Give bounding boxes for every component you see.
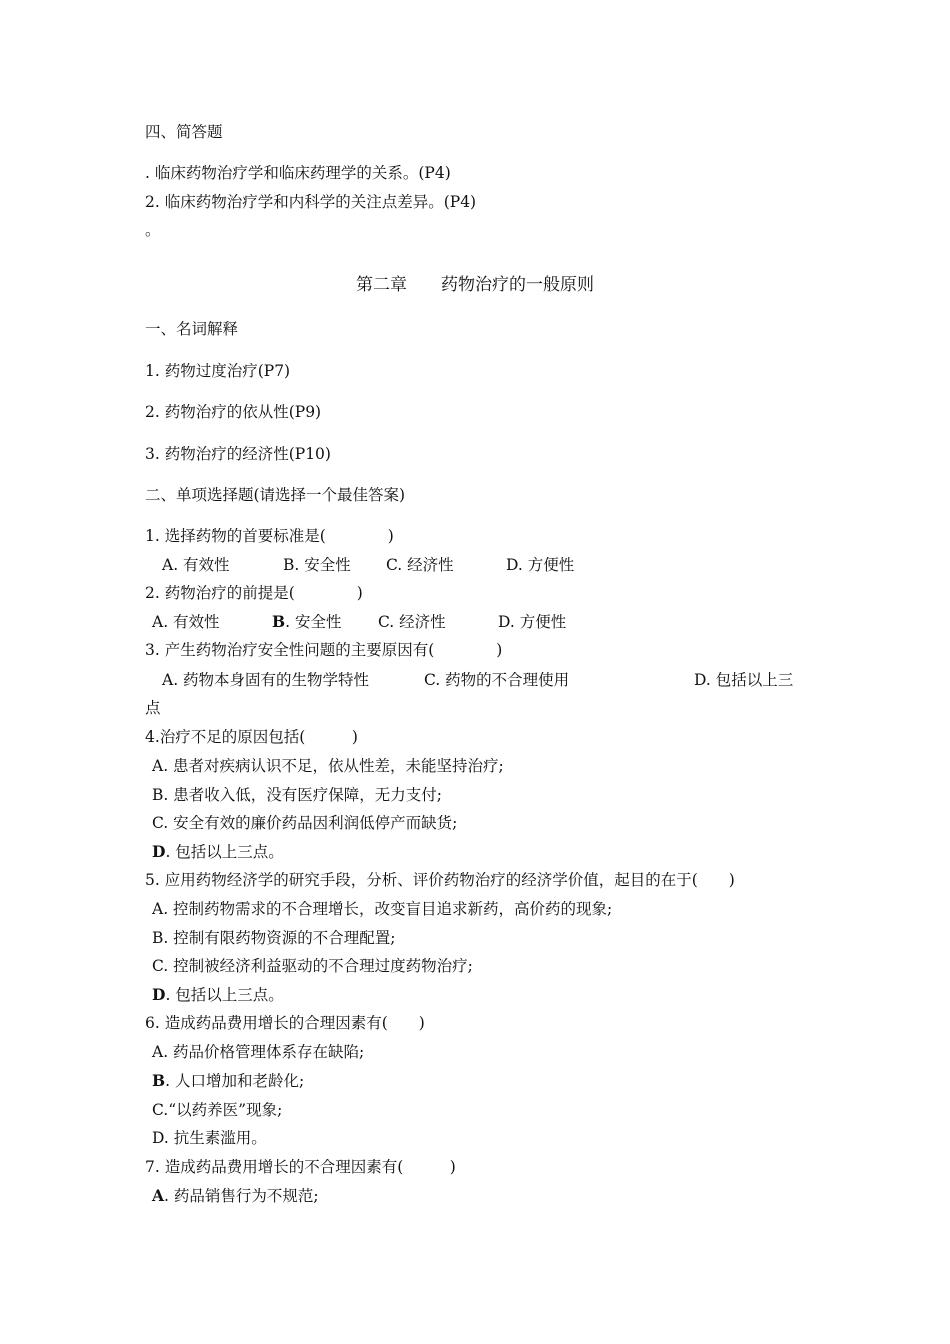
question-stem: 7. 造成药品费用增长的不合理因素有( ) — [145, 1158, 456, 1176]
option-a: A. 有效性 — [162, 556, 230, 574]
section-heading-mcq: 二、单项选择题(请选择一个最佳答案) — [145, 486, 406, 504]
option-d — [152, 985, 284, 1005]
question-stem: 2. 药物治疗的前提是( ) — [145, 584, 363, 602]
option-b — [272, 612, 341, 632]
option-c: C. 安全有效的廉价药品因利润低停产而缺货; — [152, 814, 458, 832]
option-a: A. 药物本身固有的生物学特性 — [162, 671, 370, 689]
chapter-title: 第二章 药物治疗的一般原则 — [356, 275, 594, 295]
option-d — [152, 842, 284, 862]
option-d: D. 方便性 — [498, 613, 567, 631]
option-letter: D — [152, 842, 166, 861]
stray-period: 。 — [145, 221, 161, 239]
option-text: . 药品销售行为不规范; — [164, 1187, 319, 1205]
option-c: C. 经济性 — [386, 556, 454, 574]
question-stem: 3. 产生药物治疗安全性问题的主要原因有( ) — [145, 641, 503, 659]
question-stem: 4.治疗不足的原因包括( ) — [145, 728, 358, 746]
option-b — [152, 1071, 304, 1091]
option-b: B. 安全性 — [283, 556, 351, 574]
option-letter: B — [272, 612, 286, 631]
option-text: . 安全性 — [285, 613, 342, 631]
option-d: D. 包括以上三 — [694, 671, 794, 689]
option-a: A. 控制药物需求的不合理增长，改变盲目追求新药，高价药的现象; — [152, 900, 613, 918]
option-d: D. 方便性 — [506, 556, 575, 574]
term-item: 2. 药物治疗的依从性(P9) — [145, 403, 322, 421]
option-a: A. 患者对疾病认识不足，依从性差，未能坚持治疗; — [152, 757, 504, 775]
option-b: B. 控制有限药物资源的不合理配置; — [152, 929, 396, 947]
option-c: C. 药物的不合理使用 — [424, 671, 570, 689]
option-a — [152, 1186, 319, 1206]
section-heading-terms: 一、名词解释 — [145, 320, 239, 338]
short-answer-q1: . 临床药物治疗学和临床药理学的关系。(P4) — [145, 164, 451, 182]
question-stem: 1. 选择药物的首要标准是( ) — [145, 527, 394, 545]
option-letter: B — [152, 1071, 166, 1090]
option-d: D. 抗生素滥用。 — [152, 1129, 267, 1147]
term-item: 1. 药物过度治疗(P7) — [145, 362, 291, 380]
term-item: 3. 药物治疗的经济性(P10) — [145, 445, 331, 463]
option-text: . 包括以上三点。 — [165, 843, 284, 861]
question-stem: 6. 造成药品费用增长的合理因素有( ) — [145, 1014, 425, 1032]
option-d-continuation: 点 — [145, 699, 161, 717]
short-answer-q2: 2. 临床药物治疗学和内科学的关注点差异。(P4) — [145, 193, 477, 211]
option-text: . 包括以上三点。 — [165, 986, 284, 1004]
option-text: . 人口增加和老龄化; — [165, 1072, 305, 1090]
option-b: B. 患者收入低，没有医疗保障，无力支付; — [152, 786, 442, 804]
option-c: C. 经济性 — [378, 613, 446, 631]
option-letter: D — [152, 985, 166, 1004]
section-heading-short-answer: 四、简答题 — [145, 123, 223, 141]
option-a: A. 药品价格管理体系存在缺陷; — [152, 1043, 365, 1061]
option-letter: A — [152, 1186, 165, 1205]
question-stem: 5. 应用药物经济学的研究手段，分析、评价药物治疗的经济学价值，起目的在于( ) — [145, 871, 735, 889]
option-a: A. 有效性 — [152, 613, 220, 631]
option-c: C. 控制被经济利益驱动的不合理过度药物治疗; — [152, 957, 473, 975]
option-c: C.“以药养医”现象; — [152, 1101, 283, 1119]
